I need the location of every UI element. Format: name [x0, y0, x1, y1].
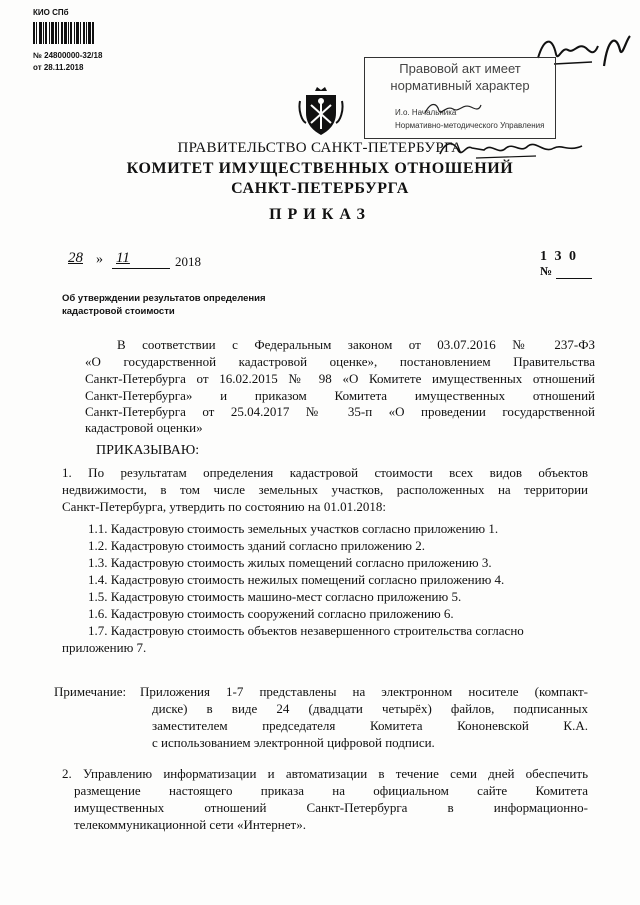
order-date-day: 28: [68, 250, 83, 266]
stamp-line-2: нормативный характер: [390, 78, 530, 93]
item2-line: имущественных отношений Санкт-Петербурга в информационно-: [74, 800, 588, 815]
order-date-month: 11: [116, 250, 130, 266]
item1-subitem: 1.6. Кадастровую стоимость сооружений согласно приложению 6.: [88, 606, 454, 621]
preamble-line: кадастровой оценки»: [85, 420, 203, 435]
note-line: Приложения 1-7 представлены на электронном носителе (компакт-: [140, 684, 588, 699]
item1-subitem: 1.2. Кадастровую стоимость зданий согласно приложению 2.: [88, 538, 425, 553]
order-number: 1 3 0: [540, 249, 578, 264]
note-line: заместителем председателя Комитета Кононевской К.А.: [152, 718, 588, 733]
document-type: ПРИКАЗ: [269, 206, 371, 223]
note-line: диске) в виде 24 (двадцати четырёх) файлов, подписанных: [152, 701, 588, 716]
subject-line: кадастровой стоимости: [62, 306, 175, 317]
order-date-quote: »: [96, 252, 103, 267]
barcode-icon: [33, 22, 95, 44]
stamp-signature: [423, 99, 483, 117]
stamp-line-1: Правовой акт имеет: [399, 61, 521, 76]
item1-subitem: 1.7. Кадастровую стоимость объектов незавершенного строительства согласно: [88, 623, 524, 638]
item2-line: размещение настоящего приказа на официальном сайте Комитета: [74, 783, 588, 798]
order-number-sign: №: [540, 264, 553, 278]
city-title: САНКТ-ПЕТЕРБУРГА: [231, 180, 409, 197]
item1-subitem: 1.1. Кадастровую стоимость земельных участков согласно приложению 1.: [88, 521, 499, 536]
stamp-line-4: Нормативно-методического Управления: [395, 121, 545, 130]
preamble-line: Санкт-Петербурга от 25.04.2017 № 35-п «О проведении государственной: [85, 404, 595, 419]
reg-date: от 28.11.2018: [33, 63, 84, 72]
preamble-line: Санкт-Петербурга» и приказом Комитета имущественных отношений: [85, 388, 595, 403]
org-code: КИО СПб: [33, 8, 69, 17]
preamble-line: «О государственной кадастровой оценке», постановлением Правительства: [85, 354, 595, 369]
order-word: ПРИКАЗЫВАЮ:: [96, 443, 200, 458]
item1-subitem: 1.3. Кадастровую стоимость жилых помещений согласно приложению 3.: [88, 555, 492, 570]
item2-line: телекоммуникационной сети «Интернет».: [74, 817, 306, 832]
item1-subitem: 1.4. Кадастровую стоимость нежилых помещений согласно приложению 4.: [88, 572, 505, 587]
committee-title: КОМИТЕТ ИМУЩЕСТВЕННЫХ ОТНОШЕНИЙ: [126, 160, 514, 177]
subject-line: Об утверждении результатов определения: [62, 293, 266, 304]
item1-line: Санкт-Петербурга, утвердить по состоянию на 01.01.2018:: [62, 499, 386, 514]
item1-subitem-tail: приложению 7.: [62, 640, 147, 655]
item1-subitem: 1.5. Кадастровую стоимость машино-мест согласно приложению 5.: [88, 589, 462, 604]
stamp-line-3: И.о. Начальника: [395, 108, 457, 117]
item1-line: 1. По результатам определения кадастровой стоимости всех видов объектов: [62, 465, 588, 480]
preamble-line: Санкт-Петербурга от 16.02.2015 № 98 «О Комитете имущественных отношений: [85, 371, 595, 386]
number-underline: [556, 278, 592, 279]
order-date-year: 2018: [175, 254, 201, 269]
reg-number: № 24800000-32/18: [33, 51, 103, 60]
note-line: с использованием электронной цифровой подписи.: [152, 735, 435, 750]
coat-of-arms-icon: [298, 87, 344, 137]
item2-line: 2. Управлению информатизации и автоматизации в течение семи дней обеспечить: [62, 766, 588, 781]
note-label: Примечание:: [54, 684, 127, 699]
item1-line: недвижимости, в том числе земельных участков, расположенных на территории: [62, 482, 588, 497]
handwritten-annotation: [436, 136, 586, 162]
normative-stamp: [364, 57, 556, 139]
date-underline: [112, 268, 170, 269]
government-title: ПРАВИТЕЛЬСТВО САНКТ-ПЕТЕРБУРГА: [177, 140, 463, 156]
preamble-line: В соответствии с Федеральным законом от 03.07.2016 № 237-ФЗ: [117, 337, 595, 352]
